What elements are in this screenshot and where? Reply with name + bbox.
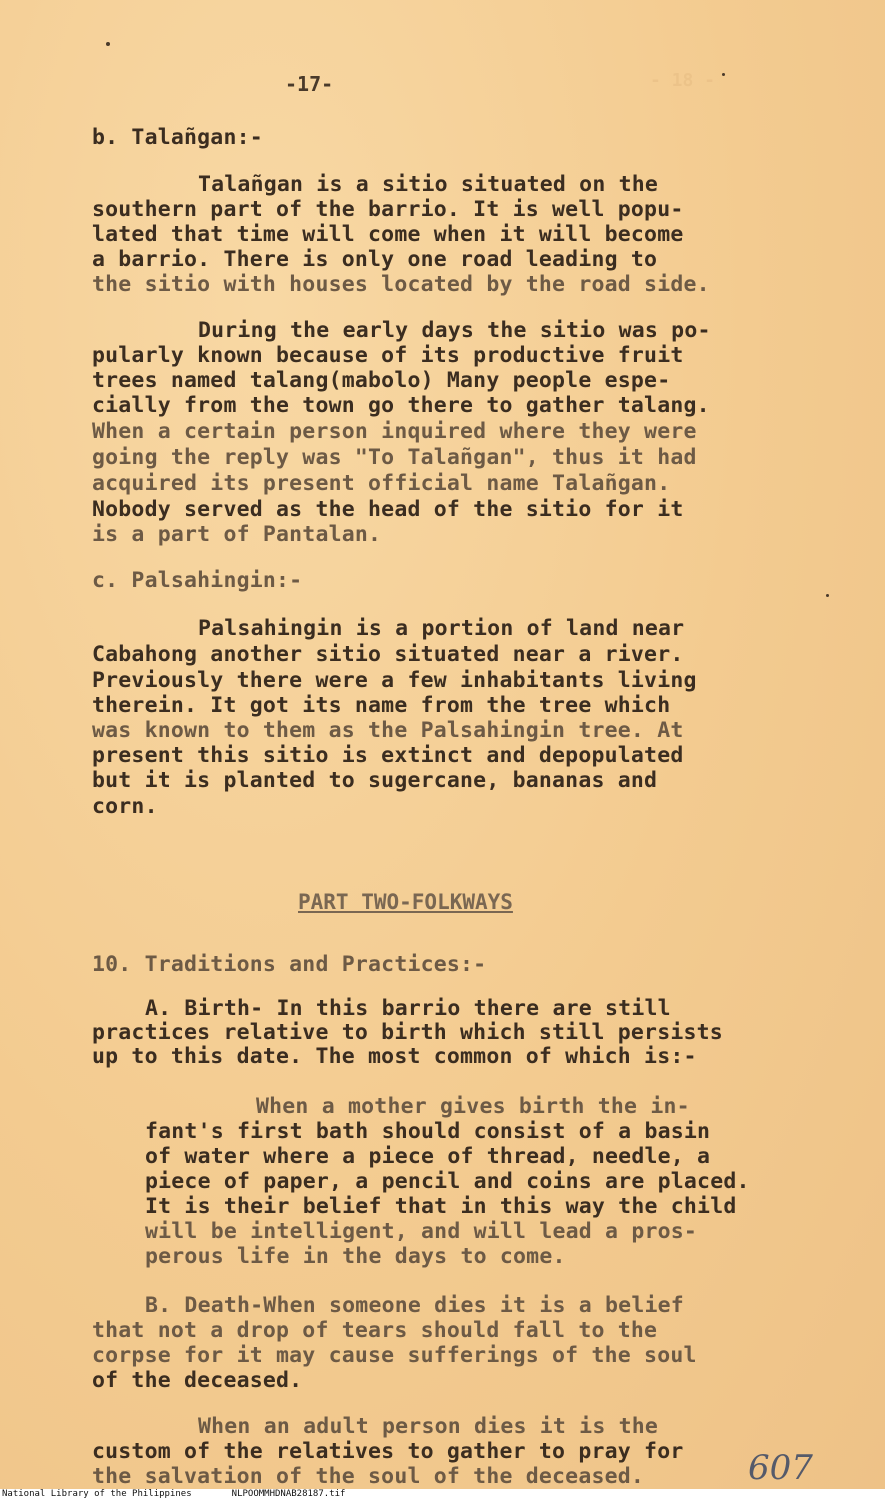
birth-detail-line-7: perous life in the days to come. xyxy=(145,1244,566,1269)
palsahingin-line-1: Palsahingin is a portion of land near xyxy=(198,616,685,641)
talangan-origin-line-8: Nobody served as the head of the sitio for it xyxy=(92,497,684,522)
death-line-4: of the deceased. xyxy=(92,1368,303,1393)
talangan-line-3: lated that time will come when it will become xyxy=(92,222,684,247)
talangan-origin-line-5: When a certain person inquired where they were xyxy=(92,419,697,444)
birth-line-1: A. Birth- In this barrio there are still xyxy=(145,996,671,1021)
birth-line-3: up to this date. The most common of which is:- xyxy=(92,1044,697,1069)
section-heading-palsahingin: c. Palsahingin:- xyxy=(92,568,303,593)
palsahingin-line-4: therein. It got its name from the tree which xyxy=(92,693,671,718)
scan-footer xyxy=(0,1489,885,1500)
talangan-origin-line-3: trees named talang(mabolo) Many people espe- xyxy=(92,368,671,393)
talangan-line-5: the sitio with houses located by the road side. xyxy=(92,272,710,297)
talangan-origin-line-6: going the reply was "To Talañgan", thus it had xyxy=(92,445,697,470)
talangan-origin-line-7: acquired its present official name Talañgan. xyxy=(92,471,671,496)
adult-line-2: custom of the relatives to gather to pray for xyxy=(92,1439,684,1464)
talangan-line-2: southern part of the barrio. It is well popu- xyxy=(92,197,684,222)
section-heading-talangan: b. Talañgan:- xyxy=(92,125,263,150)
page-number: -17- xyxy=(285,72,334,96)
palsahingin-line-8: corn. xyxy=(92,794,158,819)
birth-detail-line-2: fant's first bath should consist of a basin xyxy=(145,1119,711,1144)
talangan-origin-line-4: cially from the town go there to gather talang. xyxy=(92,393,710,418)
adult-line-1: When an adult person dies it is the xyxy=(198,1414,659,1439)
death-line-3: corpse for it may cause sufferings of the soul xyxy=(92,1343,697,1368)
talangan-line-1: Talañgan is a sitio situated on the xyxy=(198,172,659,197)
birth-detail-line-4: piece of paper, a pencil and coins are placed. xyxy=(145,1169,750,1194)
adult-line-3: the salvation of the soul of the deceased. xyxy=(92,1464,645,1489)
birth-detail-line-5: It is their belief that in this way the child xyxy=(145,1194,737,1219)
ink-speck xyxy=(826,594,829,597)
talangan-line-4: a barrio. There is only one road leading to xyxy=(92,247,658,272)
palsahingin-line-3: Previously there were a few inhabitants living xyxy=(92,668,697,693)
birth-line-2: practices relative to birth which still persists xyxy=(92,1020,723,1045)
birth-detail-line-6: will be intelligent, and will lead a pros- xyxy=(145,1219,698,1244)
talangan-origin-line-1: During the early days the sitio was po- xyxy=(198,318,711,343)
birth-detail-line-1: When a mother gives birth the in- xyxy=(256,1094,690,1119)
part-title: PART TWO-FOLKWAYS xyxy=(298,890,513,914)
birth-detail-line-3: of water where a piece of thread, needle, a xyxy=(145,1144,711,1169)
footer-filename: NLPOOMMHDNAB28187.tif xyxy=(231,1489,346,1499)
bleed-through-text: - 18 - xyxy=(650,70,716,91)
death-line-2: that not a drop of tears should fall to the xyxy=(92,1318,658,1343)
footer-library: National Library of the Philippines xyxy=(2,1489,192,1499)
palsahingin-line-6: present this sitio is extinct and depopulated xyxy=(92,743,684,768)
ink-speck xyxy=(722,73,725,76)
talangan-origin-line-9: is a part of Pantalan. xyxy=(92,522,382,547)
handwritten-page-number: 607 xyxy=(748,1448,813,1488)
traditions-heading: 10. Traditions and Practices:- xyxy=(92,952,487,977)
death-line-1: B. Death-When someone dies it is a belief xyxy=(145,1293,684,1318)
talangan-origin-line-2: pularly known because of its productive fruit xyxy=(92,343,684,368)
palsahingin-line-5: was known to them as the Palsahingin tree. At xyxy=(92,718,684,743)
palsahingin-line-2: Cabahong another sitio situated near a river. xyxy=(92,642,684,667)
palsahingin-line-7: but it is planted to sugercane, bananas and xyxy=(92,768,658,793)
ink-speck xyxy=(106,42,110,46)
